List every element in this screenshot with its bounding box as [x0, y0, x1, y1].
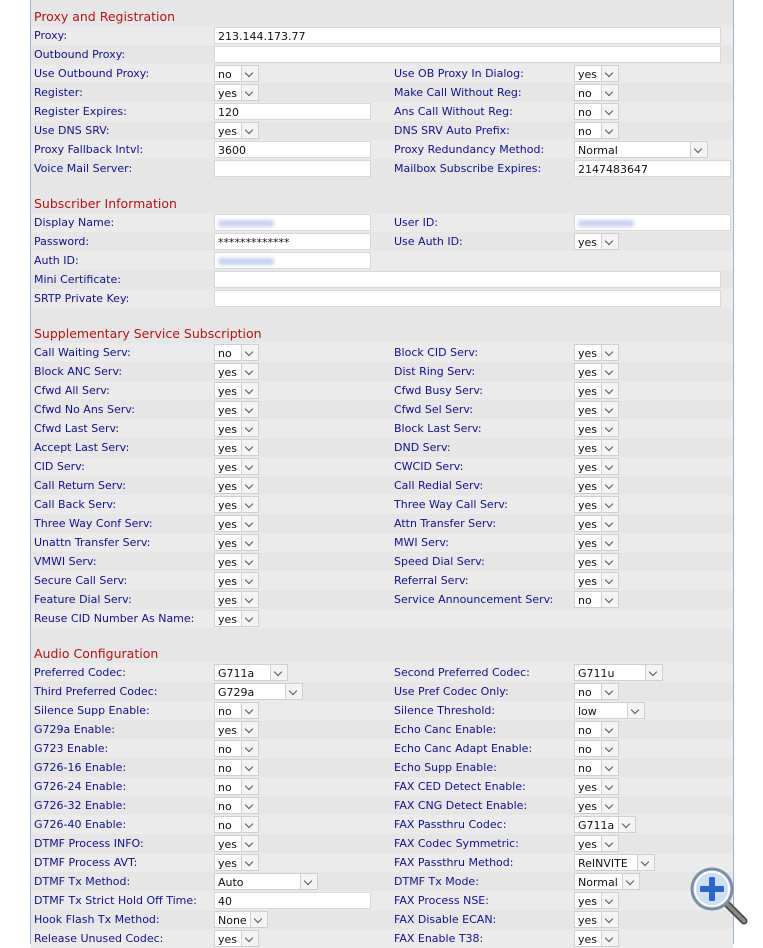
row-proxy-fallback-intvl: [31, 140, 733, 159]
feature-dial-serv-select[interactable]: yes: [214, 591, 259, 608]
chevron-down-icon: [601, 836, 618, 851]
fax-ced-detect-enable-select[interactable]: yes: [574, 778, 619, 795]
second-preferred-codec-label: Second Preferred Codec:: [394, 666, 530, 679]
outbound-proxy-input[interactable]: [214, 46, 721, 63]
chevron-down-icon: [601, 459, 618, 474]
fax-codec-symmetric-select[interactable]: yes: [574, 835, 619, 852]
mini-certificate-label: Mini Certificate:: [34, 273, 121, 286]
dtmf-tx-method-select[interactable]: Auto: [214, 873, 318, 890]
chevron-down-icon: [601, 364, 618, 379]
register-label: Register:: [34, 86, 83, 99]
g726-32-enable-select[interactable]: no: [214, 797, 259, 814]
row-audio-10: [31, 834, 733, 853]
chevron-down-icon: [601, 383, 618, 398]
user-id-label: User ID:: [394, 216, 438, 229]
speed-dial-serv-select[interactable]: yes: [574, 553, 619, 570]
row-audio-1: [31, 663, 733, 682]
chevron-down-icon: [241, 573, 258, 588]
use-auth-id-label: Use Auth ID:: [394, 235, 463, 248]
g726-16-enable-select[interactable]: no: [214, 759, 259, 776]
chevron-down-icon: [601, 722, 618, 737]
g726-24-enable-label: G726-24 Enable:: [34, 780, 127, 793]
row-supp-6: [31, 438, 733, 457]
register-expires-label: Register Expires:: [34, 105, 127, 118]
fax-process-nse-select[interactable]: yes: [574, 892, 619, 909]
section-title-audio-configuration: Audio Configuration: [34, 646, 159, 661]
echo-canc-enable-select[interactable]: no: [574, 721, 619, 738]
row-audio-6: [31, 758, 733, 777]
zoom-in-magnifier-icon[interactable]: [689, 866, 749, 926]
block-cid-serv-select[interactable]: yes: [574, 344, 619, 361]
use-ob-proxy-in-dialog-label: Use OB Proxy In Dialog:: [394, 67, 524, 80]
dtmf-tx-mode-select[interactable]: Normal: [574, 873, 640, 890]
dtmf-process-avt-select[interactable]: yes: [214, 854, 259, 871]
chevron-down-icon: [241, 611, 258, 626]
three-way-conf-serv-label: Three Way Conf Serv:: [34, 517, 153, 530]
chevron-down-icon: [618, 817, 635, 832]
chevron-down-icon: [601, 66, 618, 81]
chevron-down-icon: [601, 798, 618, 813]
service-announcement-serv-label: Service Announcement Serv:: [394, 593, 554, 606]
echo-canc-adapt-enable-select[interactable]: no: [574, 740, 619, 757]
chevron-down-icon: [241, 364, 258, 379]
second-preferred-codec-select[interactable]: G711u: [574, 664, 663, 681]
row-supp-10: [31, 514, 733, 533]
proxy-fallback-intvl-input[interactable]: 3600: [214, 141, 371, 158]
make-call-without-reg-select[interactable]: no: [574, 84, 619, 101]
reuse-cid-number-as-name-label: Reuse CID Number As Name:: [34, 612, 195, 625]
fax-passthru-method-label: FAX Passthru Method:: [394, 856, 514, 869]
cfwd-all-serv-select[interactable]: yes: [214, 382, 259, 399]
chevron-down-icon: [601, 123, 618, 138]
call-back-serv-select[interactable]: yes: [214, 496, 259, 513]
cfwd-sel-serv-select[interactable]: yes: [574, 401, 619, 418]
row-supp-7: [31, 457, 733, 476]
cfwd-no-ans-serv-select[interactable]: yes: [214, 401, 259, 418]
mwi-serv-select[interactable]: yes: [574, 534, 619, 551]
row-supp-11: [31, 533, 733, 552]
dist-ring-serv-label: Dist Ring Serv:: [394, 365, 476, 378]
dns-srv-auto-prefix-select[interactable]: no: [574, 122, 619, 139]
chevron-down-icon: [285, 684, 302, 699]
chevron-down-icon: [241, 554, 258, 569]
g726-40-enable-select[interactable]: no: [214, 816, 259, 833]
row-supp-3: [31, 381, 733, 400]
row-audio-8: [31, 796, 733, 815]
chevron-down-icon: [250, 912, 267, 927]
silence-threshold-label: Silence Threshold:: [394, 704, 496, 717]
chevron-down-icon: [241, 703, 258, 718]
third-preferred-codec-label: Third Preferred Codec:: [34, 685, 158, 698]
third-preferred-codec-select[interactable]: G729a: [214, 683, 303, 700]
chevron-down-icon: [241, 779, 258, 794]
dns-srv-auto-prefix-label: DNS SRV Auto Prefix:: [394, 124, 510, 137]
g726-24-enable-select[interactable]: no: [214, 778, 259, 795]
register-select[interactable]: yes: [214, 84, 259, 101]
hook-flash-tx-method-select[interactable]: None: [214, 911, 268, 928]
make-call-without-reg-label: Make Call Without Reg:: [394, 86, 522, 99]
cfwd-all-serv-label: Cfwd All Serv:: [34, 384, 110, 397]
fax-passthru-codec-label: FAX Passthru Codec:: [394, 818, 507, 831]
fax-cng-detect-enable-select[interactable]: yes: [574, 797, 619, 814]
dnd-serv-label: DND Serv:: [394, 441, 451, 454]
call-redial-serv-label: Call Redial Serv:: [394, 479, 484, 492]
secure-call-serv-select[interactable]: yes: [214, 572, 259, 589]
fax-cng-detect-enable-label: FAX CNG Detect Enable:: [394, 799, 528, 812]
chevron-down-icon: [300, 874, 317, 889]
call-waiting-serv-select[interactable]: no: [214, 344, 259, 361]
dtmf-process-info-select[interactable]: yes: [214, 835, 259, 852]
use-ob-proxy-in-dialog-select[interactable]: yes: [574, 65, 619, 82]
fax-passthru-codec-select[interactable]: G711a: [574, 816, 636, 833]
voice-mail-server-input[interactable]: [214, 160, 371, 177]
row-supp-4: [31, 400, 733, 419]
row-register: [31, 83, 733, 102]
row-auth-id: [31, 251, 733, 270]
vmwi-serv-select[interactable]: yes: [214, 553, 259, 570]
g726-32-enable-label: G726-32 Enable:: [34, 799, 127, 812]
dtmf-tx-strict-hold-off-time-label: DTMF Tx Strict Hold Off Time:: [34, 894, 197, 907]
echo-canc-enable-label: Echo Canc Enable:: [394, 723, 497, 736]
dtmf-process-info-label: DTMF Process INFO:: [34, 837, 144, 850]
accept-last-serv-select[interactable]: yes: [214, 439, 259, 456]
row-audio-2: [31, 682, 733, 701]
call-return-serv-select[interactable]: yes: [214, 477, 259, 494]
chevron-down-icon: [637, 855, 654, 870]
cfwd-busy-serv-label: Cfwd Busy Serv:: [394, 384, 483, 397]
silence-supp-enable-label: Silence Supp Enable:: [34, 704, 150, 717]
voice-mail-server-label: Voice Mail Server:: [34, 162, 133, 175]
silence-supp-enable-select[interactable]: no: [214, 702, 259, 719]
block-anc-serv-select[interactable]: yes: [214, 363, 259, 380]
feature-dial-serv-label: Feature Dial Serv:: [34, 593, 132, 606]
chevron-down-icon: [601, 234, 618, 249]
chevron-down-icon: [241, 421, 258, 436]
proxy-redundancy-method-label: Proxy Redundancy Method:: [394, 143, 545, 156]
chevron-down-icon: [601, 421, 618, 436]
chevron-down-icon: [601, 912, 618, 927]
row-supp-12: [31, 552, 733, 571]
preferred-codec-label: Preferred Codec:: [34, 666, 126, 679]
row-supp-2: [31, 362, 733, 381]
chevron-down-icon: [622, 874, 639, 889]
cfwd-no-ans-serv-label: Cfwd No Ans Serv:: [34, 403, 135, 416]
cid-serv-select[interactable]: yes: [214, 458, 259, 475]
row-supp-15: [31, 609, 733, 628]
use-dns-srv-select[interactable]: yes: [214, 122, 259, 139]
dnd-serv-select[interactable]: yes: [574, 439, 619, 456]
srtp-private-key-input[interactable]: [214, 290, 721, 307]
chevron-down-icon: [241, 478, 258, 493]
fax-disable-ecan-select[interactable]: yes: [574, 911, 619, 928]
user-id-input[interactable]: [574, 214, 731, 231]
chevron-down-icon: [241, 741, 258, 756]
service-announcement-serv-select[interactable]: no: [574, 591, 619, 608]
g729a-enable-label: G729a Enable:: [34, 723, 115, 736]
auth-id-input[interactable]: [214, 252, 371, 269]
chevron-down-icon: [241, 836, 258, 851]
row-use-outbound-proxy: [31, 64, 733, 83]
fax-codec-symmetric-label: FAX Codec Symmetric:: [394, 837, 519, 850]
cwcid-serv-select[interactable]: yes: [574, 458, 619, 475]
fax-enable-t38-select[interactable]: yes: [574, 930, 619, 947]
call-waiting-serv-label: Call Waiting Serv:: [34, 346, 131, 359]
chevron-down-icon: [601, 779, 618, 794]
proxy-fallback-intvl-label: Proxy Fallback Intvl:: [34, 143, 144, 156]
row-audio-5: [31, 739, 733, 758]
chevron-down-icon: [241, 535, 258, 550]
dtmf-process-avt-label: DTMF Process AVT:: [34, 856, 138, 869]
chevron-down-icon: [241, 66, 258, 81]
release-unused-codec-select[interactable]: yes: [214, 930, 259, 947]
echo-supp-enable-select[interactable]: no: [574, 759, 619, 776]
three-way-conf-serv-select[interactable]: yes: [214, 515, 259, 532]
row-audio-13: [31, 891, 733, 910]
row-supp-9: [31, 495, 733, 514]
chevron-down-icon: [241, 760, 258, 775]
call-back-serv-label: Call Back Serv:: [34, 498, 117, 511]
chevron-down-icon: [645, 665, 662, 680]
chevron-down-icon: [690, 142, 707, 157]
call-return-serv-label: Call Return Serv:: [34, 479, 126, 492]
referral-serv-select[interactable]: yes: [574, 572, 619, 589]
chevron-down-icon: [601, 85, 618, 100]
use-auth-id-select[interactable]: yes: [574, 233, 619, 250]
proxy-input[interactable]: 213.144.173.77: [214, 27, 721, 44]
attn-transfer-serv-label: Attn Transfer Serv:: [394, 517, 497, 530]
unattn-transfer-serv-select[interactable]: yes: [214, 534, 259, 551]
proxy-label: Proxy:: [34, 29, 68, 42]
chevron-down-icon: [241, 459, 258, 474]
row-display-name: [31, 213, 733, 232]
row-outbound-proxy: [31, 45, 733, 64]
mwi-serv-label: MWI Serv:: [394, 536, 449, 549]
dtmf-tx-strict-hold-off-time-input[interactable]: 40: [214, 892, 371, 909]
cwcid-serv-label: CWCID Serv:: [394, 460, 464, 473]
row-audio-3: [31, 701, 733, 720]
chevron-down-icon: [601, 402, 618, 417]
redacted-value: [578, 220, 634, 227]
row-audio-9: [31, 815, 733, 834]
echo-canc-adapt-enable-label: Echo Canc Adapt Enable:: [394, 742, 533, 755]
echo-supp-enable-label: Echo Supp Enable:: [394, 761, 497, 774]
chevron-down-icon: [601, 554, 618, 569]
chevron-down-icon: [601, 893, 618, 908]
chevron-down-icon: [601, 345, 618, 360]
srtp-private-key-label: SRTP Private Key:: [34, 292, 130, 305]
fax-disable-ecan-label: FAX Disable ECAN:: [394, 913, 497, 926]
chevron-down-icon: [241, 722, 258, 737]
chevron-down-icon: [241, 345, 258, 360]
attn-transfer-serv-select[interactable]: yes: [574, 515, 619, 532]
row-supp-1: [31, 343, 733, 362]
chevron-down-icon: [601, 535, 618, 550]
row-proxy: [31, 26, 733, 45]
hook-flash-tx-method-label: Hook Flash Tx Method:: [34, 913, 160, 926]
row-supp-14: [31, 590, 733, 609]
g723-enable-label: G723 Enable:: [34, 742, 109, 755]
chevron-down-icon: [601, 104, 618, 119]
reuse-cid-number-as-name-select[interactable]: yes: [214, 610, 259, 627]
referral-serv-label: Referral Serv:: [394, 574, 469, 587]
use-outbound-proxy-select[interactable]: no: [214, 65, 259, 82]
chevron-down-icon: [241, 516, 258, 531]
row-audio-4: [31, 720, 733, 739]
row-voice-mail-server: [31, 159, 733, 178]
block-anc-serv-label: Block ANC Serv:: [34, 365, 123, 378]
chevron-down-icon: [241, 855, 258, 870]
g729a-enable-select[interactable]: yes: [214, 721, 259, 738]
vmwi-serv-label: VMWI Serv:: [34, 555, 97, 568]
outbound-proxy-label: Outbound Proxy:: [34, 48, 126, 61]
use-dns-srv-label: Use DNS SRV:: [34, 124, 110, 137]
ans-call-without-reg-select[interactable]: no: [574, 103, 619, 120]
chevron-down-icon: [241, 123, 258, 138]
unattn-transfer-serv-label: Unattn Transfer Serv:: [34, 536, 151, 549]
mailbox-subscribe-expires-input[interactable]: 2147483647: [574, 160, 731, 177]
g726-16-enable-label: G726-16 Enable:: [34, 761, 127, 774]
use-outbound-proxy-label: Use Outbound Proxy:: [34, 67, 150, 80]
register-expires-input[interactable]: 120: [214, 103, 371, 120]
dist-ring-serv-select[interactable]: yes: [574, 363, 619, 380]
row-audio-12: [31, 872, 733, 891]
chevron-down-icon: [627, 703, 644, 718]
chevron-down-icon: [241, 817, 258, 832]
row-srtp-private-key: [31, 289, 733, 308]
speed-dial-serv-label: Speed Dial Serv:: [394, 555, 485, 568]
display-name-input[interactable]: [214, 214, 371, 231]
chevron-down-icon: [601, 440, 618, 455]
preferred-codec-select[interactable]: G711a: [214, 664, 288, 681]
row-use-dns-srv: [31, 121, 733, 140]
chevron-down-icon: [601, 592, 618, 607]
chevron-down-icon: [241, 383, 258, 398]
dtmf-tx-mode-label: DTMF Tx Mode:: [394, 875, 479, 888]
redacted-value: [218, 220, 274, 227]
cfwd-busy-serv-select[interactable]: yes: [574, 382, 619, 399]
row-supp-8: [31, 476, 733, 495]
g726-40-enable-label: G726-40 Enable:: [34, 818, 127, 831]
chevron-down-icon: [241, 85, 258, 100]
release-unused-codec-label: Release Unused Codec:: [34, 932, 164, 945]
chevron-down-icon: [601, 760, 618, 775]
chevron-down-icon: [601, 741, 618, 756]
ans-call-without-reg-label: Ans Call Without Reg:: [394, 105, 513, 118]
chevron-down-icon: [601, 573, 618, 588]
row-register-expires: [31, 102, 733, 121]
use-pref-codec-only-label: Use Pref Codec Only:: [394, 685, 509, 698]
password-input[interactable]: *************: [214, 233, 371, 250]
cfwd-last-serv-label: Cfwd Last Serv:: [34, 422, 120, 435]
chevron-down-icon: [241, 497, 258, 512]
password-label: Password:: [34, 235, 90, 248]
block-last-serv-select[interactable]: yes: [574, 420, 619, 437]
fax-ced-detect-enable-label: FAX CED Detect Enable:: [394, 780, 526, 793]
display-name-label: Display Name:: [34, 216, 115, 229]
proxy-redundancy-method-select[interactable]: Normal: [574, 141, 708, 158]
chevron-down-icon: [241, 402, 258, 417]
row-audio-15: [31, 929, 733, 948]
fax-enable-t38-label: FAX Enable T38:: [394, 932, 484, 945]
chevron-down-icon: [241, 798, 258, 813]
section-title-proxy-registration: Proxy and Registration: [34, 9, 176, 24]
settings-panel: [30, 0, 734, 944]
redacted-value: [218, 258, 274, 265]
dtmf-tx-method-label: DTMF Tx Method:: [34, 875, 131, 888]
block-cid-serv-label: Block CID Serv:: [394, 346, 479, 359]
chevron-down-icon: [601, 497, 618, 512]
cfwd-sel-serv-label: Cfwd Sel Serv:: [394, 403, 474, 416]
row-password: [31, 232, 733, 251]
mailbox-subscribe-expires-label: Mailbox Subscribe Expires:: [394, 162, 542, 175]
block-last-serv-label: Block Last Serv:: [394, 422, 482, 435]
chevron-down-icon: [270, 665, 287, 680]
cid-serv-label: CID Serv:: [34, 460, 85, 473]
silence-threshold-select[interactable]: low: [574, 702, 645, 719]
row-audio-14: [31, 910, 733, 929]
fax-passthru-method-select[interactable]: ReINVITE: [574, 854, 655, 871]
call-redial-serv-select[interactable]: yes: [574, 477, 619, 494]
row-audio-11: [31, 853, 733, 872]
secure-call-serv-label: Secure Call Serv:: [34, 574, 128, 587]
fax-process-nse-label: FAX Process NSE:: [394, 894, 489, 907]
chevron-down-icon: [601, 478, 618, 493]
row-audio-7: [31, 777, 733, 796]
auth-id-label: Auth ID:: [34, 254, 79, 267]
row-supp-13: [31, 571, 733, 590]
chevron-down-icon: [601, 516, 618, 531]
section-title-supplementary-service: Supplementary Service Subscription: [34, 326, 262, 341]
row-mini-certificate: [31, 270, 733, 289]
cfwd-last-serv-select[interactable]: yes: [214, 420, 259, 437]
mini-certificate-input[interactable]: [214, 271, 721, 288]
g723-enable-select[interactable]: no: [214, 740, 259, 757]
row-supp-5: [31, 419, 733, 438]
chevron-down-icon: [601, 684, 618, 699]
three-way-call-serv-label: Three Way Call Serv:: [394, 498, 508, 511]
chevron-down-icon: [241, 440, 258, 455]
section-title-subscriber-information: Subscriber Information: [34, 196, 177, 211]
three-way-call-serv-select[interactable]: yes: [574, 496, 619, 513]
use-pref-codec-only-select[interactable]: no: [574, 683, 619, 700]
chevron-down-icon: [241, 592, 258, 607]
accept-last-serv-label: Accept Last Serv:: [34, 441, 130, 454]
